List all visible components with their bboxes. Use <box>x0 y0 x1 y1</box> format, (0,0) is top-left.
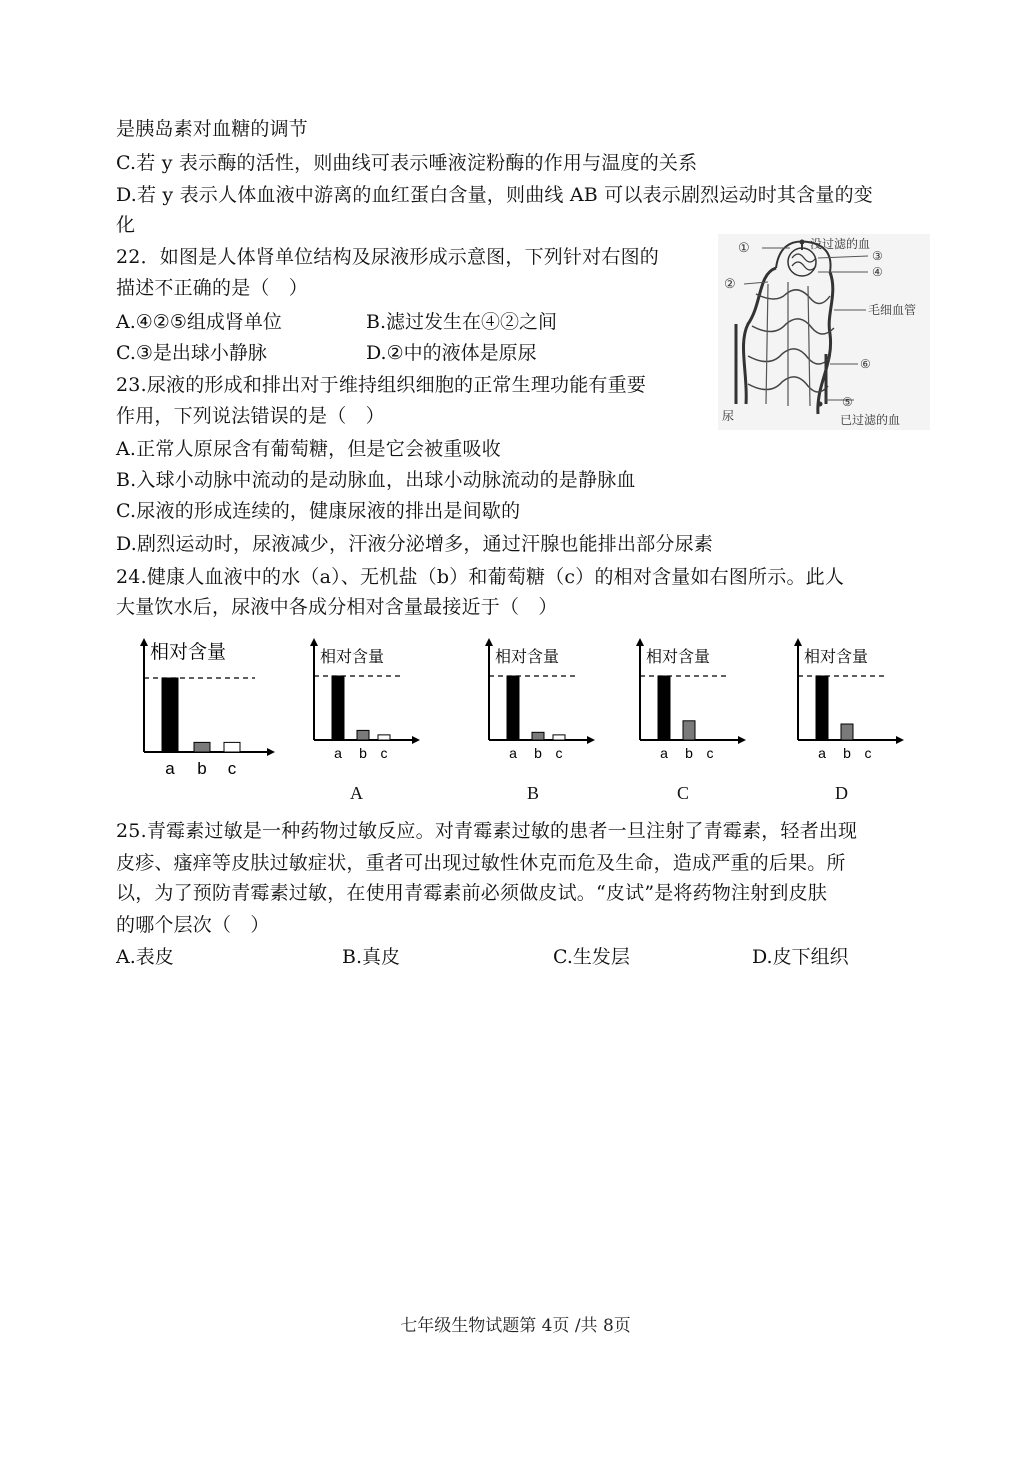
y-axis-arrow <box>636 638 644 646</box>
y-axis-label: 相对含量 <box>150 641 227 663</box>
tick-label-c: c <box>227 759 237 778</box>
text-line: 是胰岛素对血糖的调节 <box>116 118 309 140</box>
chart-reference <box>132 636 277 778</box>
question-25-stem: 25.青霉素过敏是一种药物过敏反应。对青霉素过敏的患者一旦注射了青霉素，轻者出现 <box>116 820 858 842</box>
bar-b <box>683 721 695 740</box>
chart-option-c <box>628 636 748 766</box>
question-22-option-b: B.滤过发生在④②之间 <box>366 311 558 333</box>
chart-caption-a: A <box>350 783 363 803</box>
chart-option-d <box>786 636 906 766</box>
chart-option-b <box>477 636 597 766</box>
question-25-stem: 皮疹、瘙痒等皮肤过敏症状，重者可出现过敏性休克而危及生命，造成严重的后果。所 <box>116 852 846 874</box>
bar-a <box>507 676 519 740</box>
question-22-option-c: C.③是出球小静脉 <box>116 342 267 364</box>
nephron-label-2: ② <box>724 277 736 292</box>
chart-caption-c: C <box>677 783 690 803</box>
y-axis-label: 相对含量 <box>495 647 560 666</box>
y-axis-arrow <box>310 638 318 646</box>
chart-caption-d: D <box>835 783 848 803</box>
y-axis-label: 相对含量 <box>646 647 711 666</box>
question-23-stem: 23.尿液的形成和排出对于维持组织细胞的正常生理功能有重要 <box>116 374 647 396</box>
tick-label-a: a <box>334 745 342 761</box>
tick-label-b: b <box>685 745 693 761</box>
nephron-label-filtered: 已过滤的血 <box>840 413 901 427</box>
bar-a <box>162 678 178 752</box>
bar-c <box>378 735 390 740</box>
tick-label-a: a <box>660 745 668 761</box>
question-25-option-a: A.表皮 <box>116 946 174 968</box>
x-axis-arrow <box>412 736 420 744</box>
y-axis-label: 相对含量 <box>804 647 869 666</box>
tick-label-c: c <box>706 745 714 761</box>
bar-b <box>357 730 369 740</box>
question-22-stem: 22．如图是人体肾单位结构及尿液形成示意图，下列针对右图的 <box>116 246 659 268</box>
nephron-label-unfiltered: 没过滤的血 <box>810 237 871 251</box>
question-25-stem: 的哪个层次（ ） <box>116 914 270 936</box>
question-23-stem: 作用，下列说法错误的是（ ） <box>116 405 385 427</box>
question-22-option-a: A.④②⑤组成肾单位 <box>116 311 282 333</box>
tick-label-c: c <box>380 745 388 761</box>
question-25-stem: 以，为了预防青霉素过敏，在使用青霉素前必须做皮试。“皮试”是将药物注射到皮肤 <box>116 882 828 904</box>
question-25-option-c: C.生发层 <box>553 946 630 968</box>
tick-label-a: a <box>509 745 517 761</box>
y-axis-label: 相对含量 <box>320 647 385 666</box>
bar-b <box>194 742 210 752</box>
x-axis-arrow <box>896 736 904 744</box>
tick-label-b: b <box>197 759 207 778</box>
nephron-label-4: ④ <box>872 265 883 279</box>
nephron-label-5: ⑤ <box>842 395 853 409</box>
question-25-option-d: D.皮下组织 <box>752 946 849 968</box>
nephron-label-6: ⑥ <box>860 357 871 371</box>
bar-c <box>224 742 240 752</box>
chart-caption-b: B <box>527 783 540 803</box>
chart-option-a <box>302 636 422 766</box>
text-line: 化 <box>116 214 136 236</box>
bar-b <box>841 724 853 740</box>
bar-b <box>532 732 544 740</box>
bar-a <box>816 676 828 740</box>
question-22-option-d: D.②中的液体是原尿 <box>366 342 537 364</box>
y-axis-arrow <box>140 638 148 646</box>
question-23-option-b: B.入球小动脉中流动的是动脉血，出球小动脉流动的是静脉血 <box>116 469 636 491</box>
question-23-option-a: A.正常人原尿含有葡萄糖，但是它会被重吸收 <box>116 438 501 460</box>
tick-label-b: b <box>534 745 542 761</box>
nephron-label-urine: 尿 <box>722 409 735 423</box>
question-23-option-d: D.剧烈运动时，尿液减少，汗液分泌增多，通过汗腺也能排出部分尿素 <box>116 533 713 555</box>
question-25-option-b: B.真皮 <box>342 946 401 968</box>
y-axis-arrow <box>485 638 493 646</box>
x-axis-arrow <box>587 736 595 744</box>
question-23-option-c: C.尿液的形成连续的，健康尿液的排出是间歇的 <box>116 500 521 522</box>
bar-a <box>658 676 670 740</box>
question-24-stem: 24.健康人血液中的水（a）、无机盐（b）和葡萄糖（c）的相对含量如右图所示。此人 <box>116 566 845 588</box>
nephron-label-3: ③ <box>872 249 883 263</box>
text-line: D.若 y 表示人体血液中游离的血红蛋白含量，则曲线 AB 可以表示剧烈运动时其含量的变 <box>116 184 873 206</box>
tick-label-a: a <box>818 745 826 761</box>
text-line: C.若 y 表示酶的活性，则曲线可表示唾液淀粉酶的作用与温度的关系 <box>116 152 698 174</box>
question-24-stem: 大量饮水后，尿液中各成分相对含量最接近于（ ） <box>116 596 558 618</box>
tick-label-c: c <box>555 745 563 761</box>
nephron-diagram <box>718 234 930 430</box>
nephron-label-1: ① <box>738 241 750 256</box>
bar-a <box>332 676 344 740</box>
question-22-stem: 描述不正确的是（ ） <box>116 277 309 299</box>
x-axis-arrow <box>267 748 275 756</box>
tick-label-a: a <box>165 759 175 778</box>
x-axis-arrow <box>738 736 746 744</box>
tick-label-b: b <box>359 745 367 761</box>
tick-label-c: c <box>864 745 872 761</box>
bar-c <box>553 735 565 740</box>
tick-label-b: b <box>843 745 851 761</box>
nephron-label-capillary: 毛细血管 <box>868 303 917 317</box>
y-axis-arrow <box>794 638 802 646</box>
page-footer: 七年级生物试题第 4页 /共 8页 <box>400 1316 631 1336</box>
